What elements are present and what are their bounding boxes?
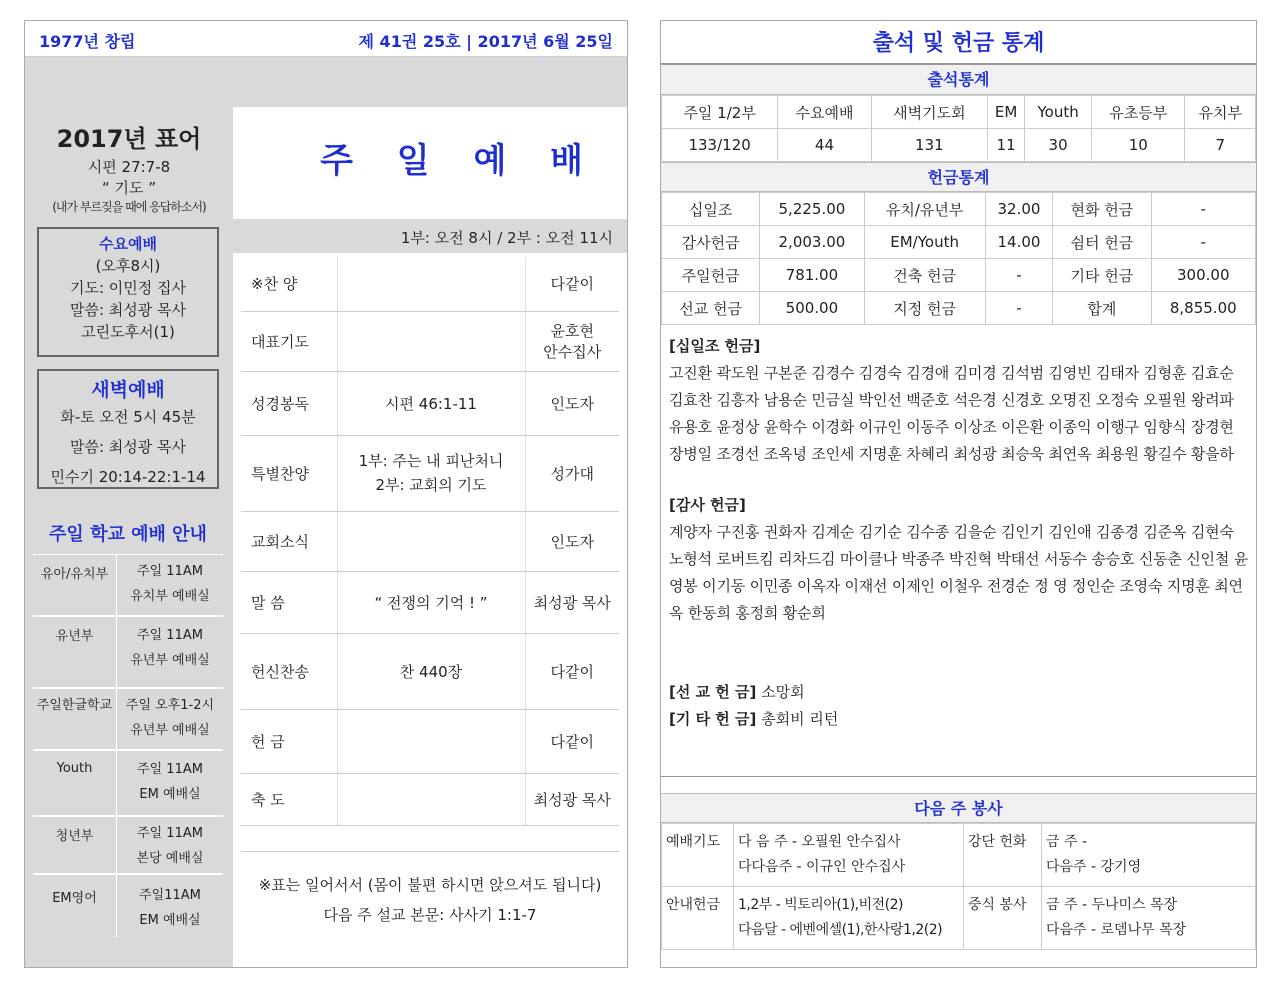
sunday-school-row (33, 875, 223, 937)
attendance-value: 131 (871, 129, 987, 162)
dawn-sermon: 말씀: 최성광 목사 (69, 438, 187, 456)
school-time: 주일 11AM (137, 762, 203, 777)
tithe-names: 고진환 곽도원 구본준 김경수 김경숙 김경애 김미경 김석범 김영빈 김태자 김형훈 김효순 김효찬 김흥자 남용순 민금실 박인선 백준호 석은경 신경호 오명진 오정숙 오필원 왕려파 유용호 윤정상 윤학수 이경화 이규인 이동주 이상조 이은환 이종익 이행구 임향식 장경현 장병일 조경선 조옥녕 조인세 지명훈 차혜리 최성광 최승욱 최연옥 최용원 황길수 황을하 (669, 364, 1234, 463)
school-place: EM 예배실 (139, 913, 201, 928)
tithe-title: [십일조 헌금] (669, 337, 761, 355)
offering-cell: 14.00 (985, 226, 1053, 259)
mission-value: 소망회 (761, 683, 805, 701)
order-person: 인도자 (550, 394, 594, 413)
offering-cell: 유치/유년부 (864, 193, 985, 226)
order-person: 최성광 목사 (533, 790, 611, 809)
order-row (241, 257, 619, 311)
school-dept: EM영어 (33, 875, 117, 937)
attendance-header: Youth (1025, 96, 1092, 129)
order-name: 헌신찬송 (241, 633, 337, 709)
offering-table (661, 192, 1256, 325)
school-place: EM 예배실 (139, 787, 201, 802)
order-row (241, 709, 619, 773)
motto-block (25, 107, 233, 217)
wednesday-text: 고린도후서(1) (81, 323, 175, 341)
order-row (241, 435, 619, 511)
wednesday-prayer: 기도: 이민정 집사 (69, 279, 187, 297)
school-dept: 주일한글학교 (33, 689, 117, 749)
next-week-table (661, 823, 1256, 950)
next-week-title: 다음 주 봉사 (661, 793, 1256, 823)
dawn-time: 화-토 오전 5시 45분 (60, 408, 196, 426)
left-page (24, 20, 628, 968)
stats-title: 출석 및 헌금 통계 (661, 21, 1256, 65)
offering-cell: - (985, 259, 1053, 292)
attendance-value: 11 (988, 129, 1025, 162)
school-place: 유년부 예배실 (130, 653, 210, 668)
school-time: 주일 오후1-2시 (125, 698, 215, 713)
order-row (241, 633, 619, 709)
offering-cell: 지정 헌금 (864, 292, 985, 325)
attendance-title: 출석통계 (661, 65, 1256, 95)
service-title: 주 일 예 배 (320, 141, 599, 181)
school-time: 주일 11AM (137, 826, 203, 841)
school-dept: 유아/유치부 (33, 555, 117, 615)
etc-label: [기 타 헌 금] (669, 710, 757, 728)
offering-row (662, 259, 1256, 292)
service-notes (241, 851, 619, 930)
wednesday-time: (오후8시) (95, 257, 161, 275)
sunday-school-title: 주일 학교 예배 안내 (33, 515, 223, 555)
motto-verse: 시편 27:7-8 (87, 158, 171, 176)
order-detail-2: 2부: 교회의 기도 (375, 476, 487, 494)
service-time: 1부: 오전 8시 / 2부 : 오전 11시 (233, 219, 627, 253)
order-name: 축 도 (241, 773, 337, 825)
etc-line (669, 706, 1250, 733)
thanks-title: [감사 헌금] (669, 496, 746, 514)
order-name: 대표기도 (241, 311, 337, 371)
offering-cell: 주일헌금 (662, 259, 760, 292)
wednesday-service-box (37, 227, 219, 357)
order-person: 인도자 (550, 532, 594, 551)
offering-cell: EM/Youth (864, 226, 985, 259)
order-name: 말 씀 (241, 571, 337, 633)
attendance-value: 10 (1092, 129, 1185, 162)
order-name: 헌 금 (241, 709, 337, 773)
order-detail: 시편 46:1-11 (385, 394, 477, 413)
usher-line-1: 1,2부 - 빅토리아(1),비전(2) (738, 897, 903, 913)
school-place: 본당 예배실 (136, 851, 204, 866)
motto-title: 2017년 표어 (56, 125, 202, 153)
wednesday-sermon: 말씀: 최성광 목사 (69, 301, 187, 319)
order-name: 성경봉독 (241, 371, 337, 435)
offering-cell: 기타 헌금 (1053, 259, 1151, 292)
etc-value: 총회비 리턴 (761, 710, 839, 728)
prayer-label: 예배기도 (662, 824, 734, 887)
offering-cell: 300.00 (1151, 259, 1255, 292)
offering-cell: 십일조 (662, 193, 760, 226)
offering-cell: 현화 헌금 (1053, 193, 1151, 226)
order-name: ※찬 양 (241, 257, 337, 311)
order-person: 최성광 목사 (533, 593, 611, 612)
offering-row (662, 226, 1256, 259)
order-person: 윤호현 (550, 322, 594, 340)
offering-cell: 5,225.00 (760, 193, 864, 226)
wednesday-title: 수요예배 (99, 235, 157, 253)
order-person: 성가대 (550, 464, 594, 483)
order-of-service (241, 257, 619, 826)
flower-label: 강단 헌화 (964, 824, 1042, 887)
flower-line-1: 금 주 - (1046, 834, 1088, 850)
next-week-row (662, 887, 1256, 950)
order-row (241, 511, 619, 571)
attendance-header: 주일 1/2부 (662, 96, 778, 129)
motto-subtitle: (내가 부르짖을 때에 응답하소서) (52, 200, 206, 214)
dawn-service-box (37, 369, 219, 489)
sunday-school-row (33, 689, 223, 751)
school-time: 주일 11AM (137, 628, 203, 643)
school-dept: 유년부 (33, 617, 117, 687)
service-column (233, 107, 627, 967)
attendance-header: 유치부 (1185, 96, 1256, 129)
usher-label: 안내헌금 (662, 887, 734, 950)
attendance-value: 133/120 (662, 129, 778, 162)
school-time: 주일11AM (139, 888, 201, 903)
dawn-title: 새벽예배 (91, 379, 165, 401)
lunch-line-1: 금 주 - 두나미스 목장 (1046, 897, 1178, 913)
order-row (241, 311, 619, 371)
attendance-header: 새벽기도회 (871, 96, 987, 129)
next-week-row (662, 824, 1256, 887)
offering-stats-title: 헌금통계 (661, 162, 1256, 192)
attendance-header: 유초등부 (1092, 96, 1185, 129)
offering-cell: - (1151, 226, 1255, 259)
usher-line-2: 다음달 - 에벤에셀(1),한사랑1,2(2) (738, 922, 943, 938)
offering-cell: 2,003.00 (760, 226, 864, 259)
offering-cell: 781.00 (760, 259, 864, 292)
header-bar (25, 21, 627, 57)
mission-line (669, 679, 1250, 706)
order-person: 다같이 (550, 275, 594, 294)
order-person: 다같이 (550, 662, 594, 681)
attendance-header-row (662, 96, 1256, 129)
offering-row (662, 193, 1256, 226)
school-dept: 청년부 (33, 817, 117, 873)
school-place: 유치부 예배실 (130, 589, 210, 604)
attendance-table (661, 95, 1256, 162)
offering-cell: 감사헌금 (662, 226, 760, 259)
founded-text: 1977년 창립 (39, 32, 136, 51)
lunch-line-2: 다음주 - 로뎀나무 목장 (1046, 922, 1187, 938)
order-name: 특별찬양 (241, 435, 337, 511)
lunch-label: 중식 봉사 (964, 887, 1042, 950)
offering-cell: 8,855.00 (1151, 292, 1255, 325)
standing-note: ※표는 일어서서 (몸이 불편 하시면 앉으셔도 됩니다) (258, 876, 602, 894)
order-detail: 1부: 주는 내 피난처니 (358, 452, 504, 470)
prayer-line-1: 다 음 주 - 오필원 안수집사 (738, 834, 901, 850)
right-page (660, 20, 1257, 968)
order-detail: 찬 440장 (399, 662, 463, 681)
sunday-school-row (33, 751, 223, 817)
thanks-names: 계양자 구진홍 권화자 김계순 김기순 김수종 김을순 김인기 김인애 김종경 김준옥 김현숙 노형석 로버트킴 리차드김 마이클나 박종주 박진혁 박태선 서동수 송승호 신동춘 신인철 윤영봉 이기동 이민종 이옥자 이재선 이제인 이철우 전경순 정 영 정인순 조영숙 지명훈 최연옥 한동희 홍정희 황순희 (669, 523, 1248, 622)
offering-cell: - (985, 292, 1053, 325)
school-time: 주일 11AM (137, 564, 203, 579)
offering-cell: 쉼터 헌금 (1053, 226, 1151, 259)
mission-label: [선 교 헌 금] (669, 683, 757, 701)
sunday-school-row (33, 555, 223, 617)
school-dept: Youth (33, 751, 117, 815)
issue-text: 제 41권 25호 | 2017년 6월 25일 (358, 32, 613, 51)
offering-cell: - (1151, 193, 1255, 226)
attendance-header: EM (988, 96, 1025, 129)
attendance-value: 44 (778, 129, 871, 162)
attendance-value: 7 (1185, 129, 1256, 162)
left-column (25, 107, 233, 967)
offering-cell: 500.00 (760, 292, 864, 325)
offering-row (662, 292, 1256, 325)
order-name: 교회소식 (241, 511, 337, 571)
sunday-school-row (33, 617, 223, 689)
attendance-value: 30 (1025, 129, 1092, 162)
next-sermon-text: 다음 주 설교 본문: 사사기 1:1-7 (323, 906, 537, 924)
offering-cell: 건축 헌금 (864, 259, 985, 292)
prayer-line-2: 다다음주 - 이규인 안수집사 (738, 859, 906, 875)
offering-cell: 선교 헌금 (662, 292, 760, 325)
order-person: 다같이 (550, 732, 594, 751)
order-row (241, 571, 619, 633)
order-row (241, 371, 619, 435)
flower-line-2: 다음주 - 강기영 (1046, 859, 1142, 875)
attendance-value-row (662, 129, 1256, 162)
attendance-header: 수요예배 (778, 96, 871, 129)
dawn-text: 민수기 20:14-22:1-14 (50, 468, 206, 486)
motto-quote: “ 기도 ” (101, 179, 157, 197)
sunday-school-block (33, 515, 223, 937)
offering-cell: 32.00 (985, 193, 1053, 226)
order-detail: “ 전쟁의 기억 ! ” (374, 593, 488, 612)
order-row (241, 773, 619, 825)
sunday-school-row (33, 817, 223, 875)
order-person-title: 안수집사 (543, 343, 602, 361)
offering-cell: 합계 (1053, 292, 1151, 325)
offering-names (661, 325, 1256, 777)
school-place: 유년부 예배실 (130, 723, 210, 738)
